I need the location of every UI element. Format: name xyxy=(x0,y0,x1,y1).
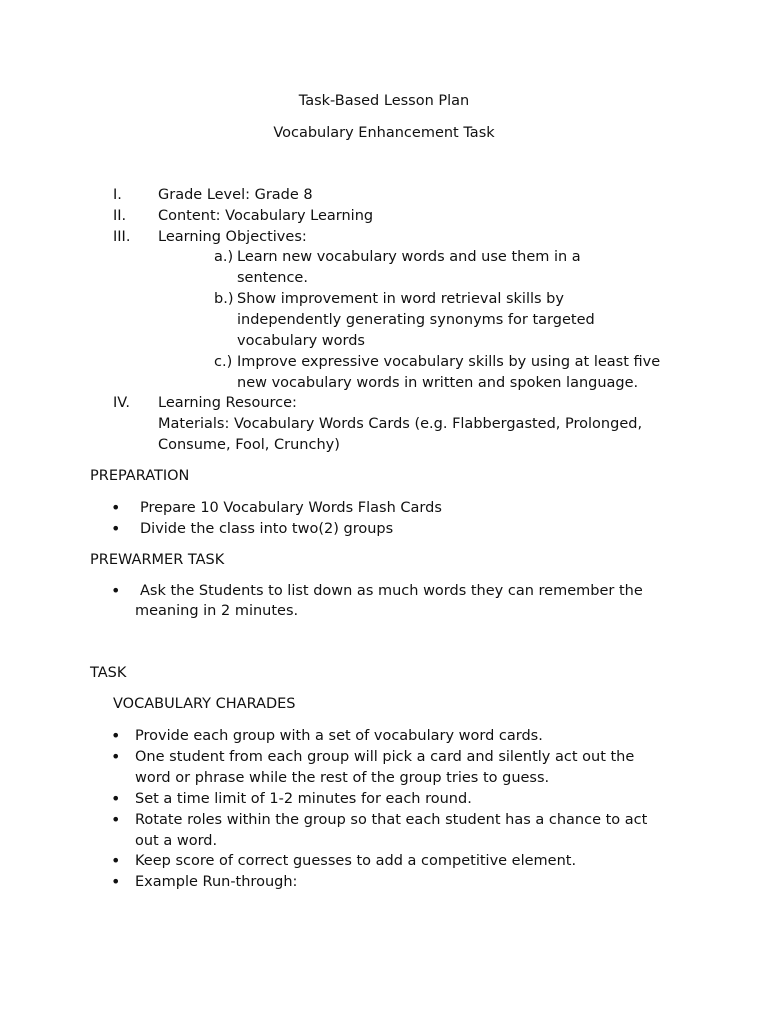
task-item-line: Rotate roles within the group so that each student has a chance to act xyxy=(135,812,648,828)
section-heading-preparation: PREPARATION xyxy=(90,468,190,484)
outline-text: Content: Vocabulary Learning xyxy=(158,208,374,224)
objective-line: Learn new vocabulary words and use them in a xyxy=(237,249,581,265)
resource-line: Consume, Fool, Crunchy) xyxy=(158,437,340,453)
task-item-line: Provide each group with a set of vocabulary word cards. xyxy=(135,728,543,744)
outline-text: Learning Objectives: xyxy=(158,229,307,245)
objective-line: sentence. xyxy=(237,270,308,286)
task-item-line: Set a time limit of 1-2 minutes for each round. xyxy=(135,791,472,807)
document-subtitle: Vocabulary Enhancement Task xyxy=(273,125,495,141)
bullet-icon: • xyxy=(111,810,121,829)
prewarmer-line: meaning in 2 minutes. xyxy=(135,603,299,619)
task-item-line: out a word. xyxy=(135,833,218,849)
outline-text: Grade Level: Grade 8 xyxy=(158,187,313,203)
objective-line: Improve expressive vocabulary skills by using at least five xyxy=(237,354,661,370)
bullet-icon: • xyxy=(111,726,121,745)
objective-marker: a.) xyxy=(214,249,234,265)
resource-line: Materials: Vocabulary Words Cards (e.g. Flabbergasted, Prolonged, xyxy=(158,416,643,432)
objective-marker: b.) xyxy=(214,291,234,307)
task-item-line: One student from each group will pick a card and silently act out the xyxy=(135,749,635,765)
bullet-icon: • xyxy=(111,498,121,517)
preparation-item: Prepare 10 Vocabulary Words Flash Cards xyxy=(140,500,442,516)
task-subheading: VOCABULARY CHARADES xyxy=(113,696,296,712)
document-title: Task-Based Lesson Plan xyxy=(298,93,470,109)
preparation-item: Divide the class into two(2) groups xyxy=(140,521,394,537)
objective-line: vocabulary words xyxy=(237,333,365,349)
bullet-icon: • xyxy=(111,789,121,808)
objective-line: new vocabulary words in written and spoken language. xyxy=(237,375,639,391)
objective-line: independently generating synonyms for targeted xyxy=(237,312,595,328)
outline-numeral: I. xyxy=(113,187,122,203)
bullet-icon: • xyxy=(111,851,121,870)
bullet-icon: • xyxy=(111,519,121,538)
prewarmer-line: Ask the Students to list down as much words they can remember the xyxy=(140,583,643,599)
task-item-line: Example Run-through: xyxy=(135,874,298,890)
outline-text: Learning Resource: xyxy=(158,395,297,411)
section-heading-task: TASK xyxy=(90,665,127,681)
objective-line: Show improvement in word retrieval skills by xyxy=(237,291,564,307)
task-item-line: Keep score of correct guesses to add a competitive element. xyxy=(135,853,577,869)
task-item-line: word or phrase while the rest of the group tries to guess. xyxy=(135,770,550,786)
outline-numeral: II. xyxy=(113,208,127,224)
section-heading-prewarmer: PREWARMER TASK xyxy=(90,552,225,568)
outline-numeral: III. xyxy=(113,229,131,245)
bullet-icon: • xyxy=(111,872,121,891)
outline-numeral: IV. xyxy=(113,395,130,411)
bullet-icon: • xyxy=(111,747,121,766)
objective-marker: c.) xyxy=(214,354,233,370)
bullet-icon: • xyxy=(111,581,121,600)
